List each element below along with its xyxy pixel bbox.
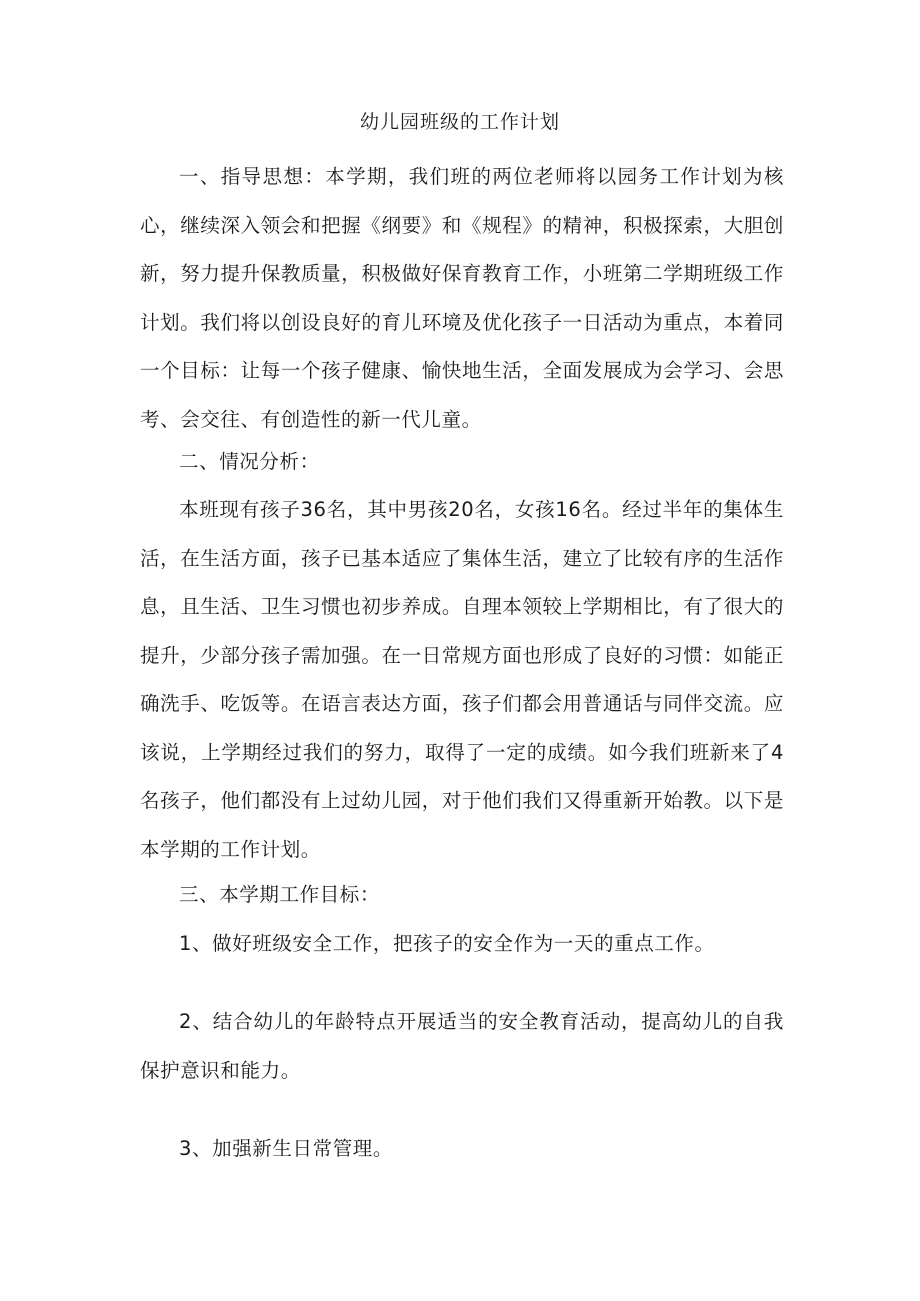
heading-work-goals: 三、本学期工作目标：: [179, 883, 381, 906]
paragraph-situation-analysis: 本班现有孩子36名，其中男孩20名，女孩16名。经过半年的集体生活，在生活方面，孩子已基本适应了集体生活，建立了比较有序的生活作息，且生活、卫生习惯也初步养成。自理本领较上学期相比，有了很大的提升，少部分孩子需加强。在一日常规方面也形成了良好的习惯：如能正确洗手、吃饭等。在语言表达方面，孩子们都会用普通话与同伴交流。应该说，上学期经过我们的努力，取得了一定的成绩。如今我们班新来了4名孩子，他们都没有上过幼儿园，对于他们我们又得重新开始教。以下是本学期的工作计划。: [140, 498, 784, 861]
document-title: 幼儿园班级的工作计划: [359, 111, 560, 133]
goal-item-2: 2、结合幼儿的年龄特点开展适当的安全教育活动，提高幼儿的自我保护意识和能力。: [140, 1010, 784, 1082]
paragraph-guiding-ideology: 一、指导思想：本学期，我们班的两位老师将以园务工作计划为核心，继续深入领会和把握《纲要》和《规程》的精神，积极探索，大胆创新，努力提升保教质量，积极做好保育教育工作，小班第二学期班级工作计划。我们将以创设良好的育儿环境及优化孩子一日活动为重点，本着同一个目标：让每一个孩子健康、愉快地生活，全面发展成为会学习、会思考、会交往、有创造性的新一代儿童。: [140, 165, 784, 431]
goal-item-3: 3、加强新生日常管理。: [179, 1137, 394, 1160]
goal-item-1: 1、做好班级安全工作，把孩子的安全作为一天的重点工作。: [179, 932, 715, 955]
heading-situation-analysis: 二、情况分析：: [179, 450, 320, 473]
